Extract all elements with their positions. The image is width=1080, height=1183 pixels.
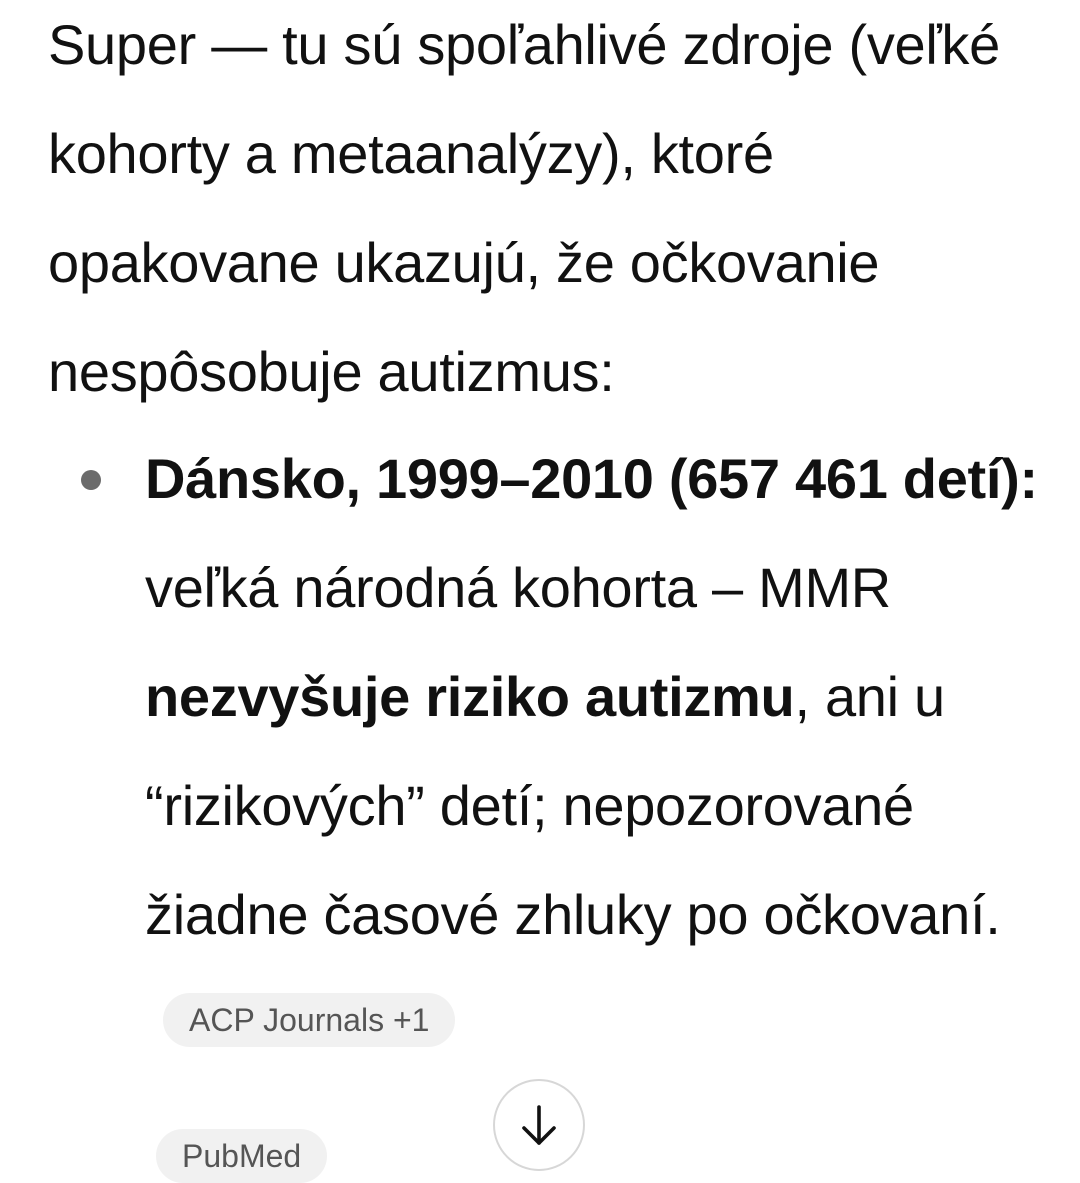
list-item — [48, 424, 1038, 1078]
bullet-dot-icon — [81, 470, 101, 490]
bullet-text-continued: , ani u “rizikových” detí; nepozorované žiadne časové zhluky po očkovaní. — [145, 665, 1001, 946]
arrow-down-icon — [519, 1103, 559, 1147]
source-chip-pubmed[interactable]: PubMed — [156, 1129, 327, 1183]
bullet-text: veľká národná kohorta – MMR — [145, 556, 891, 619]
bullet-emphasis: nezvyšuje riziko autizmu — [145, 665, 795, 728]
source-chip-acp-journals[interactable]: ACP Journals +1 — [163, 993, 455, 1047]
message-intro: Super — tu sú spoľahlivé zdroje (veľké kohorty a metaanalýzy), ktoré opakovane ukazujú, že očkovanie nespôsobuje autizmus: — [48, 13, 1000, 403]
source-list — [48, 424, 1038, 1078]
chat-message — [48, 0, 1038, 1090]
bullet-lead: Dánsko, 1999–2010 (657 461 detí): — [145, 447, 1038, 510]
scroll-to-bottom-button[interactable] — [493, 1079, 585, 1171]
